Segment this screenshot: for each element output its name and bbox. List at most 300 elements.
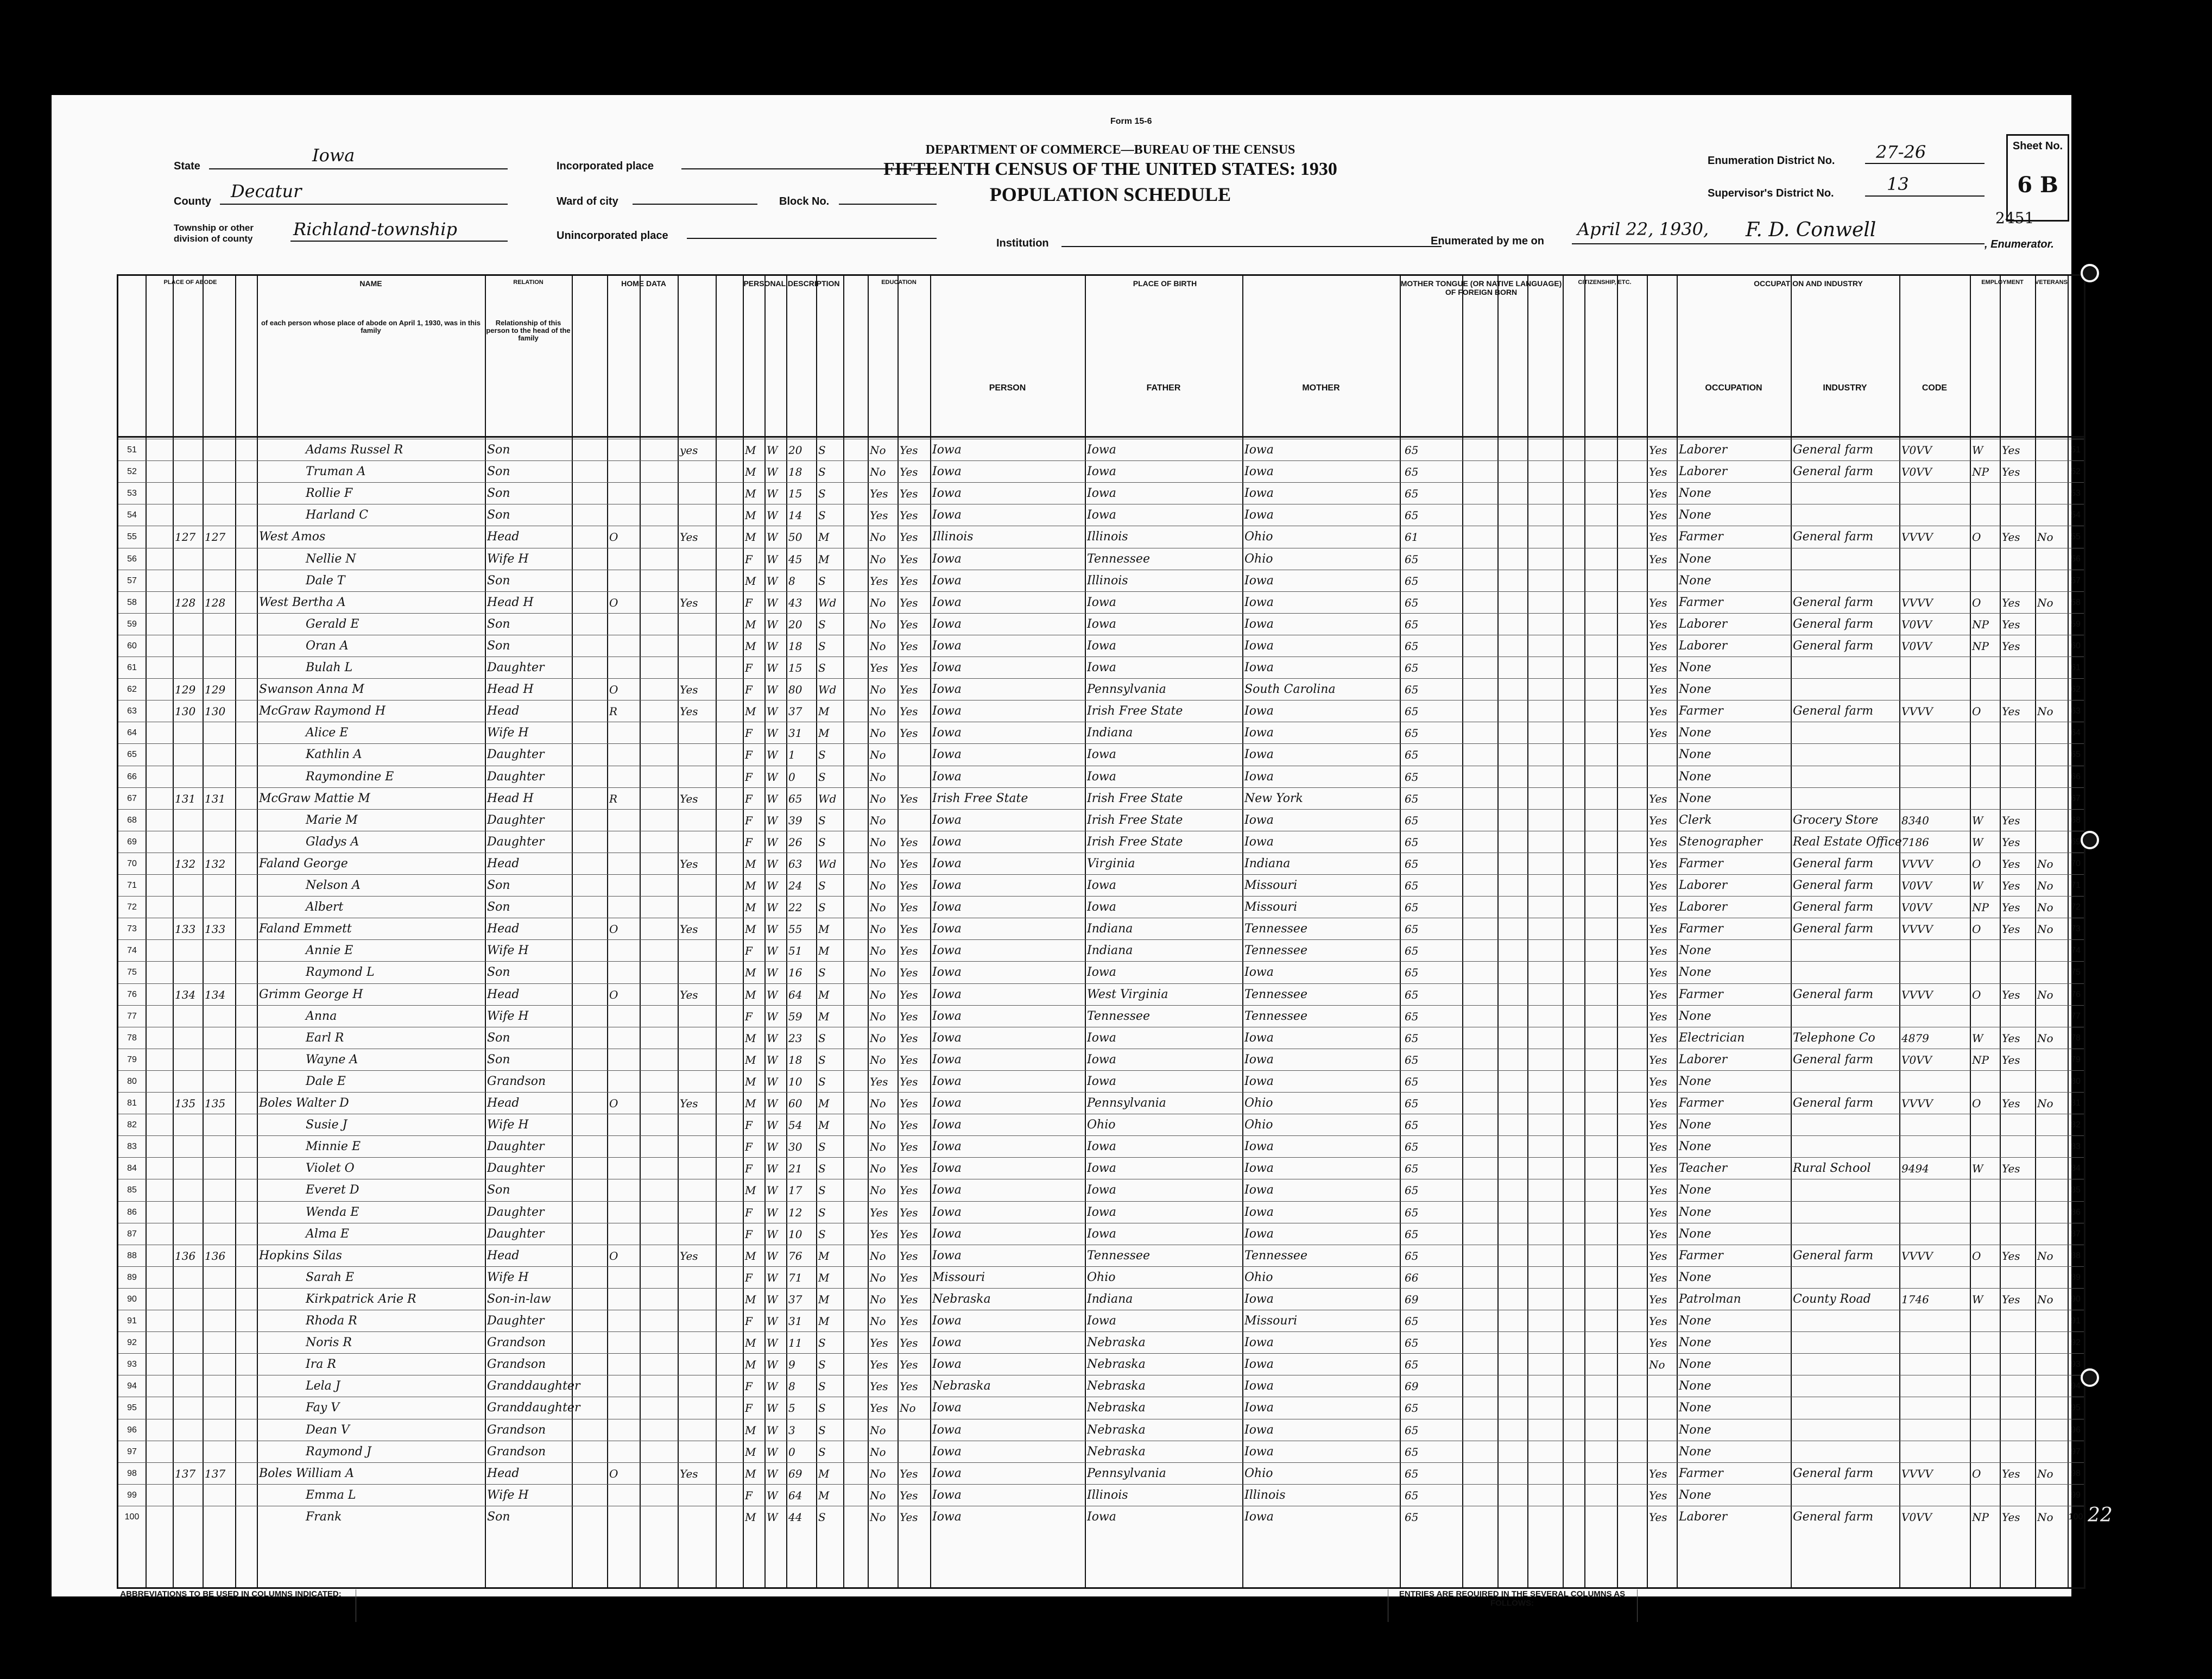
cell-sex: M — [745, 1031, 756, 1045]
cell-work: Yes — [1649, 857, 1667, 870]
cell-work: Yes — [1649, 1249, 1667, 1263]
cell-own: O — [609, 531, 618, 544]
cell-mbp: Ohio — [1244, 1270, 1273, 1284]
cell-sex: M — [745, 1423, 756, 1437]
cell-own: O — [609, 683, 618, 697]
cell-occ: None — [1679, 1183, 1711, 1197]
cell-name: Gladys A — [306, 835, 359, 849]
cell-mbp: Iowa — [1244, 617, 1274, 631]
township-value: Richland-township — [293, 219, 457, 239]
line-number: 52 — [2071, 467, 2081, 477]
cell-age: 12 — [788, 1205, 802, 1219]
cell-race: W — [767, 552, 778, 566]
cell-emp: Yes — [2002, 835, 2020, 849]
cell-name: Faland Emmett — [259, 922, 352, 936]
cell-sex: F — [745, 1380, 753, 1393]
cell-radio: Yes — [680, 596, 698, 609]
table-row — [118, 874, 2084, 897]
cell-read: Yes — [900, 1249, 918, 1263]
cell-age: 18 — [788, 639, 802, 653]
cell-dwell: 135 — [175, 1097, 196, 1110]
cell-race: W — [767, 1140, 778, 1154]
cell-bp: Iowa — [932, 922, 962, 936]
table-row — [118, 1331, 2084, 1354]
cell-rel: Son — [487, 443, 510, 457]
cell-age: 31 — [788, 1315, 802, 1328]
cell-age: 18 — [788, 1053, 802, 1066]
cell-work: Yes — [1649, 1031, 1667, 1045]
cell-radio: Yes — [680, 923, 698, 936]
cell-age: 30 — [788, 1140, 802, 1154]
cell-mar: M — [818, 923, 830, 936]
cell-code: V0VV — [1901, 617, 1932, 631]
cell-rel: Daughter — [487, 813, 545, 827]
cell-sex: M — [745, 1184, 756, 1197]
cell-race: W — [767, 639, 778, 653]
cell-sex: M — [745, 966, 756, 980]
cell-name: Sarah E — [306, 1270, 355, 1284]
cell-sch: No — [870, 444, 886, 457]
table-row — [118, 1157, 2084, 1179]
cell-read: Yes — [900, 552, 918, 566]
cell-occ: None — [1679, 1488, 1711, 1502]
cell-lang: 65 — [1405, 748, 1419, 762]
cell-mar: S — [818, 901, 826, 914]
cell-sch: No — [870, 617, 886, 631]
line-number: 73 — [127, 924, 137, 934]
cell-bp: Iowa — [932, 726, 962, 740]
enumerated-label: Enumerated by me on — [1431, 235, 1544, 247]
cell-occ: Farmer — [1679, 595, 1723, 609]
cell-mar: M — [818, 944, 830, 958]
line-number: 59 — [127, 619, 137, 629]
cell-sch: No — [870, 923, 886, 936]
cell-fbp: Pennsylvania — [1087, 1466, 1166, 1480]
table-row — [118, 961, 2084, 983]
cell-race: W — [767, 901, 778, 914]
cell-rel: Head — [487, 856, 520, 870]
cell-sex: F — [745, 1140, 753, 1154]
cell-emp: Yes — [2002, 617, 2020, 631]
cell-mbp: Ohio — [1244, 530, 1273, 544]
cell-occ: None — [1679, 683, 1711, 697]
cell-emp: Yes — [2002, 1249, 2020, 1263]
cell-read: Yes — [900, 1336, 918, 1350]
cell-occ: None — [1679, 1227, 1711, 1241]
cell-sch: No — [870, 1097, 886, 1110]
cell-bp: Iowa — [932, 487, 962, 501]
cell-sex: M — [745, 1467, 756, 1480]
cell-age: 71 — [788, 1271, 802, 1284]
cell-ind: General farm — [1793, 443, 1874, 457]
cell-age: 39 — [788, 813, 802, 827]
column-group-heading: PERSONAL DESCRIPTION — [743, 279, 840, 288]
cell-fbp: Illinois — [1087, 1488, 1128, 1502]
cell-work: Yes — [1649, 639, 1667, 653]
cell-mbp: Iowa — [1244, 1510, 1274, 1524]
cell-lang: 65 — [1405, 705, 1419, 718]
cell-age: 22 — [788, 901, 802, 914]
cell-read: Yes — [900, 1315, 918, 1328]
table-row — [118, 787, 2084, 810]
cell-fam: 128 — [205, 596, 226, 609]
cell-mar: Wd — [818, 792, 837, 805]
enumerator-name: F. D. Conwell — [1746, 219, 1876, 241]
line-number: 61 — [127, 663, 137, 672]
cell-own: R — [609, 705, 618, 718]
cell-mar: M — [818, 1467, 830, 1480]
cell-rel: Grandson — [487, 1336, 546, 1350]
cell-dwell: 136 — [175, 1249, 196, 1263]
cell-read: Yes — [900, 1380, 918, 1393]
cell-fbp: Iowa — [1087, 508, 1116, 522]
cell-race: W — [767, 661, 778, 674]
table-row — [118, 743, 2084, 766]
cell-mbp: Iowa — [1244, 1205, 1274, 1219]
cell-name: Lela J — [306, 1379, 340, 1393]
line-number: 69 — [2071, 837, 2081, 847]
cell-age: 15 — [788, 661, 802, 674]
cell-sex: F — [745, 813, 753, 827]
cell-rel: Wife H — [487, 1009, 529, 1023]
cell-sex: M — [745, 1510, 756, 1524]
column-group-heading: NAME — [359, 279, 382, 288]
cell-mbp: Tennessee — [1244, 944, 1307, 958]
cell-occ: None — [1679, 944, 1711, 958]
cell-fbp: Iowa — [1087, 465, 1116, 479]
table-row — [118, 1114, 2084, 1136]
table-row — [118, 439, 2084, 461]
column-head-relation: Relationship of this person to the head of the family — [486, 319, 571, 342]
cell-mbp: Iowa — [1244, 835, 1274, 849]
cell-lang: 65 — [1405, 1097, 1419, 1110]
cell-read: Yes — [900, 531, 918, 544]
cell-mbp: Iowa — [1244, 748, 1274, 762]
ward-label: Ward of city — [557, 195, 618, 207]
table-row — [118, 983, 2084, 1006]
cell-rel: Daughter — [487, 748, 545, 762]
cell-ind: General farm — [1793, 465, 1874, 479]
cell-read: Yes — [900, 901, 918, 914]
cell-work: Yes — [1649, 661, 1667, 674]
cell-occ: None — [1679, 1401, 1711, 1415]
cell-mar: S — [818, 748, 826, 762]
cell-race: W — [767, 1205, 778, 1219]
cell-emp: Yes — [2002, 1031, 2020, 1045]
cell-dwell: 129 — [175, 683, 196, 697]
cell-vet: No — [2037, 1510, 2053, 1524]
line-number: 62 — [127, 685, 137, 695]
cell-rel: Head — [487, 1248, 520, 1263]
column-group-heading: MOTHER TONGUE (OR NATIVE LANGUAGE) OF FOREIGN BORN — [1400, 279, 1562, 296]
cell-lang: 65 — [1405, 1315, 1419, 1328]
cell-mar: S — [818, 1162, 826, 1176]
cell-bp: Iowa — [932, 1227, 962, 1241]
cell-fam: 132 — [205, 857, 226, 870]
cell-sch: No — [870, 1140, 886, 1154]
line-number: 70 — [2071, 859, 2081, 868]
schedule-subtitle: POPULATION SCHEDULE — [989, 184, 1231, 205]
cell-race: W — [767, 1336, 778, 1350]
line-number: 80 — [2071, 1076, 2081, 1086]
line-number: 58 — [127, 597, 137, 607]
line-number: 81 — [127, 1099, 137, 1108]
table-row — [118, 1135, 2084, 1158]
cell-rel: Daughter — [487, 1205, 545, 1219]
cell-work: Yes — [1649, 552, 1667, 566]
cell-rel: Grandson — [487, 1074, 546, 1088]
cell-work: Yes — [1649, 1292, 1667, 1306]
cell-sch: Yes — [870, 1402, 888, 1415]
cell-emp: Yes — [2002, 444, 2020, 457]
line-number: 87 — [2071, 1229, 2081, 1239]
table-row — [118, 1005, 2084, 1027]
column-group-heading: RELATION — [513, 279, 543, 286]
line-number: 92 — [2071, 1338, 2081, 1348]
table-row — [118, 678, 2084, 700]
table-row — [118, 1506, 2084, 1528]
cell-lang: 65 — [1405, 661, 1419, 674]
cell-vet: No — [2037, 705, 2053, 718]
cell-age: 76 — [788, 1249, 802, 1263]
cell-race: W — [767, 574, 778, 588]
cell-rel: Granddaughter — [487, 1401, 580, 1415]
line-number: 72 — [2071, 902, 2081, 912]
cell-occ: None — [1679, 487, 1711, 501]
cell-mbp: Iowa — [1244, 1423, 1274, 1437]
table-row — [118, 482, 2084, 504]
cell-read: Yes — [900, 1075, 918, 1088]
cell-fam: 129 — [205, 683, 226, 697]
cell-bp: Iowa — [932, 944, 962, 958]
cell-rel: Son — [487, 639, 510, 653]
cell-sch: Yes — [870, 1358, 888, 1372]
abbreviations-title: ABBREVIATIONS TO BE USED IN COLUMNS INDICATED: — [120, 1589, 342, 1599]
cell-fbp: Iowa — [1087, 1183, 1116, 1197]
cell-fam: 133 — [205, 923, 226, 936]
cell-fbp: Iowa — [1087, 1074, 1116, 1088]
cell-name: Harland C — [306, 508, 369, 522]
state-label: State — [174, 160, 200, 172]
cell-occ: Farmer — [1679, 1466, 1723, 1480]
cell-age: 65 — [788, 792, 802, 805]
cell-emp: Yes — [2002, 1162, 2020, 1176]
cell-name: McGraw Mattie M — [259, 791, 370, 805]
cell-bp: Iowa — [932, 1052, 962, 1066]
line-number: 95 — [127, 1403, 137, 1413]
cell-lang: 65 — [1405, 1031, 1419, 1045]
line-number: 67 — [127, 793, 137, 803]
cell-age: 14 — [788, 509, 802, 522]
cell-read: Yes — [900, 1031, 918, 1045]
cell-mar: S — [818, 1075, 826, 1088]
cell-age: 26 — [788, 835, 802, 849]
line-number: 78 — [2071, 1033, 2081, 1043]
cell-sch: Yes — [870, 1205, 888, 1219]
cell-lang: 65 — [1405, 944, 1419, 958]
cell-work: Yes — [1649, 509, 1667, 522]
cell-vet: No — [2037, 1249, 2053, 1263]
cell-code: VVVV — [1901, 923, 1933, 936]
cell-occ: Farmer — [1679, 856, 1723, 870]
cell-rel: Son — [487, 573, 510, 588]
column-group-heading: PLACE OF BIRTH — [1133, 279, 1197, 288]
cell-lang: 65 — [1405, 1184, 1419, 1197]
column-head-person: PERSON — [989, 383, 1026, 393]
cell-lang: 65 — [1405, 727, 1419, 740]
cell-name: Dale E — [306, 1074, 346, 1088]
cell-mbp: Iowa — [1244, 1162, 1274, 1176]
cell-read: Yes — [900, 444, 918, 457]
cell-sex: M — [745, 857, 756, 870]
column-head-code: CODE — [1922, 383, 1948, 393]
line-number: 58 — [2071, 597, 2081, 607]
cell-age: 0 — [788, 770, 795, 784]
cell-mbp: Iowa — [1244, 1031, 1274, 1045]
cell-cls: NP — [1972, 1053, 1989, 1066]
cell-age: 60 — [788, 1097, 802, 1110]
cell-bp: Iowa — [932, 1096, 962, 1110]
cell-mar: M — [818, 1249, 830, 1263]
cell-name: Adams Russel R — [306, 443, 403, 457]
table-row — [118, 1070, 2084, 1093]
column-group-heading: VETERANS — [2035, 279, 2068, 286]
cell-cls: NP — [1972, 465, 1989, 479]
cell-fbp: Iowa — [1087, 1510, 1116, 1524]
cell-vet: No — [2037, 596, 2053, 609]
enum-district-value: 27-26 — [1876, 142, 1926, 162]
cell-code: V0VV — [1901, 639, 1932, 653]
column-group-heading: HOME DATA — [621, 279, 666, 288]
cell-mar: S — [818, 574, 826, 588]
line-number: 96 — [127, 1425, 137, 1435]
cell-ind: General farm — [1793, 639, 1874, 653]
cell-work: Yes — [1649, 617, 1667, 631]
cell-mbp: Iowa — [1244, 1292, 1274, 1306]
cell-bp: Iowa — [932, 748, 962, 762]
cell-mar: S — [818, 1140, 826, 1154]
cell-age: 20 — [788, 617, 802, 631]
cell-age: 10 — [788, 1075, 802, 1088]
cell-sex: M — [745, 988, 756, 1001]
cell-code: V0VV — [1901, 879, 1932, 892]
table-row — [118, 722, 2084, 744]
table-row — [118, 635, 2084, 657]
cell-cls: NP — [1972, 901, 1989, 914]
cell-emp: Yes — [2002, 1467, 2020, 1480]
line-number: 57 — [127, 576, 137, 585]
cell-name: West Bertha A — [259, 595, 346, 609]
line-number: 96 — [2071, 1425, 2081, 1435]
cell-bp: Iowa — [932, 1118, 962, 1132]
cell-work: No — [1649, 1358, 1665, 1372]
cell-rel: Head — [487, 987, 520, 1001]
cell-lang: 61 — [1405, 531, 1419, 544]
cell-fbp: Indiana — [1087, 944, 1133, 958]
cell-rel: Head — [487, 1466, 520, 1480]
cell-bp: Iowa — [932, 1358, 962, 1372]
cell-mbp: Iowa — [1244, 1052, 1274, 1066]
cell-age: 5 — [788, 1402, 795, 1415]
line-number: 98 — [2071, 1468, 2081, 1478]
cell-fbp: Iowa — [1087, 1314, 1116, 1328]
cell-race: W — [767, 944, 778, 958]
cell-work: Yes — [1649, 1097, 1667, 1110]
cell-occ: Teacher — [1679, 1162, 1728, 1176]
cell-bp: Iowa — [932, 661, 962, 674]
cell-read: Yes — [900, 1358, 918, 1372]
line-number: 97 — [127, 1447, 137, 1456]
cell-dwell: 134 — [175, 988, 196, 1001]
cell-mbp: Iowa — [1244, 704, 1274, 718]
cell-mbp: Tennessee — [1244, 1009, 1307, 1023]
cell-bp: Iowa — [932, 1074, 962, 1088]
line-number: 68 — [127, 815, 137, 825]
cell-bp: Iowa — [932, 1423, 962, 1437]
cell-read: Yes — [900, 966, 918, 980]
table-row — [118, 548, 2084, 570]
line-number: 63 — [127, 706, 137, 716]
cell-sch: Yes — [870, 487, 888, 501]
cell-code: 1746 — [1901, 1292, 1929, 1306]
line-number: 60 — [2071, 641, 2081, 651]
cell-rel: Grandson — [487, 1358, 546, 1372]
line-number: 72 — [127, 902, 137, 912]
cell-mar: S — [818, 770, 826, 784]
cell-rel: Head H — [487, 791, 534, 805]
cell-fbp: Iowa — [1087, 1031, 1116, 1045]
cell-bp: Iowa — [932, 617, 962, 631]
cell-name: Kathlin A — [306, 748, 362, 762]
cell-age: 11 — [788, 1336, 802, 1350]
cell-sch: No — [870, 727, 886, 740]
cell-lang: 65 — [1405, 1336, 1419, 1350]
cell-sch: No — [870, 988, 886, 1001]
line-number: 74 — [2071, 946, 2081, 956]
cell-fbp: Nebraska — [1087, 1358, 1146, 1372]
cell-bp: Iowa — [932, 443, 962, 457]
cell-name: Earl R — [306, 1031, 344, 1045]
population-table — [117, 274, 2085, 1589]
cell-race: W — [767, 1292, 778, 1306]
cell-name: Kirkpatrick Arie R — [306, 1292, 416, 1306]
cell-work: Yes — [1649, 1271, 1667, 1284]
census-sheet — [52, 95, 2083, 1608]
incorporated-label: Incorporated place — [557, 160, 654, 172]
cell-sch: No — [870, 770, 886, 784]
table-row — [118, 1397, 2084, 1419]
cell-work: Yes — [1649, 1315, 1667, 1328]
cell-rel: Head — [487, 922, 520, 936]
line-number: 83 — [127, 1142, 137, 1152]
cell-mar: S — [818, 879, 826, 892]
cell-lang: 65 — [1405, 617, 1419, 631]
cell-read: Yes — [900, 1119, 918, 1132]
cell-mbp: Ohio — [1244, 1466, 1273, 1480]
cell-occ: Laborer — [1679, 879, 1728, 892]
cell-ind: General farm — [1793, 1052, 1874, 1066]
cell-mbp: Missouri — [1244, 1314, 1298, 1328]
cell-occ: Laborer — [1679, 617, 1728, 631]
cell-age: 64 — [788, 988, 802, 1001]
cell-lang: 65 — [1405, 1510, 1419, 1524]
cell-read: Yes — [900, 1184, 918, 1197]
cell-mar: S — [818, 617, 826, 631]
line-number: 51 — [2071, 445, 2081, 455]
cell-sex: M — [745, 1075, 756, 1088]
cell-fbp: Virginia — [1087, 856, 1135, 870]
cell-lang: 65 — [1405, 552, 1419, 566]
